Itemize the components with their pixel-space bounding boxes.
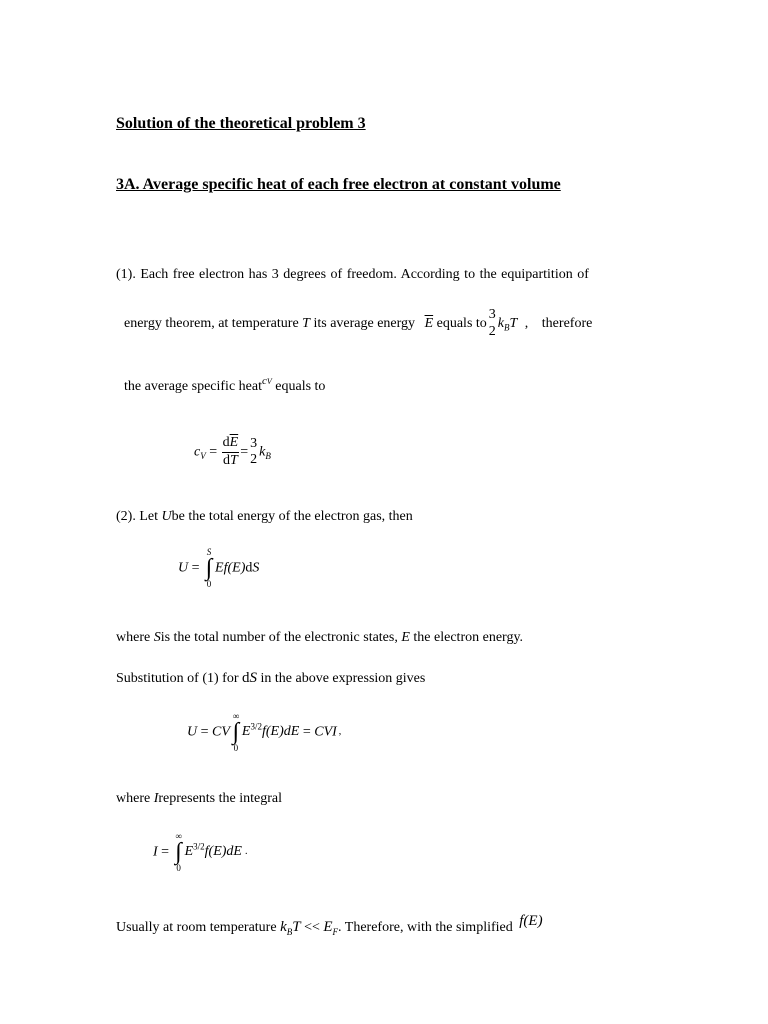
text: (E)	[227, 560, 246, 576]
var-k: k	[280, 919, 287, 935]
var-c: c	[261, 375, 267, 388]
denominator: 2	[250, 452, 258, 468]
text: therefore	[541, 315, 593, 331]
paragraph-6	[116, 913, 543, 937]
fraction-dE-dT	[222, 436, 240, 468]
var-S: S	[249, 670, 257, 686]
denominator	[222, 453, 240, 469]
equation-total-energy	[178, 548, 259, 589]
equals: =	[209, 444, 218, 460]
equation-I-integral	[153, 832, 247, 873]
text: . Therefore, with the simplified	[338, 920, 513, 935]
lower-limit: 0	[233, 742, 239, 753]
equals: =	[191, 560, 200, 576]
text: the electron energy.	[413, 630, 524, 645]
var-f: f	[519, 913, 524, 929]
d: d	[222, 435, 230, 450]
sub-V: V	[200, 451, 206, 462]
numerator: 3	[250, 435, 258, 451]
var-k: k	[259, 444, 266, 460]
sub-F: F	[332, 926, 339, 937]
integrand	[241, 721, 300, 740]
var-E-mean: $\overline{E}$	[424, 315, 434, 331]
text: Ef	[215, 560, 228, 576]
text: is the total number of the electronic states,	[160, 630, 398, 645]
d: d	[245, 560, 253, 576]
lower-limit: 0	[176, 862, 181, 873]
integral-sign: ∞ ∫ 0	[173, 832, 185, 873]
integral-sign: S ∫ 0	[203, 548, 215, 589]
var-CVI: CVI	[314, 724, 337, 740]
text: its average energy	[313, 315, 416, 331]
denominator: 2	[488, 323, 496, 339]
fraction-3-2	[488, 308, 497, 339]
var-U: U	[161, 509, 172, 524]
paragraph-1-line-2	[124, 308, 592, 339]
equation-U-integral	[187, 712, 341, 753]
sub-B: B	[286, 926, 293, 937]
integral-sign: ∞ ∫ 0	[230, 712, 242, 753]
document-title: Solution of the theoretical problem 3	[116, 115, 366, 132]
text: where	[116, 791, 151, 806]
text: (2). Let	[116, 509, 158, 524]
sub-B: B	[265, 451, 271, 462]
text: in the above expression gives	[260, 671, 426, 686]
var-T: T	[292, 919, 301, 935]
paragraph-2	[116, 510, 413, 524]
equals: =	[240, 444, 249, 460]
much-less-than: <<	[304, 920, 320, 935]
var-E: E	[184, 844, 194, 860]
text: be the total energy of the electron gas, then	[171, 509, 413, 524]
upper-limit: ∞	[232, 711, 240, 721]
numerator: 3	[488, 307, 496, 322]
text: the average specific heat	[124, 379, 262, 394]
exponent: 3/2	[193, 841, 205, 852]
var-E: E	[401, 630, 410, 645]
text: Substitution of (1) for	[116, 671, 239, 686]
text: f(E)dE	[204, 844, 242, 860]
var-E-mean: $\overline{E}$	[229, 435, 239, 450]
var-E: E	[323, 919, 333, 935]
text: equals to	[275, 379, 326, 394]
integrand	[215, 560, 259, 575]
section-heading: 3A. Average specific heat of each free electron at constant volume	[116, 176, 561, 193]
paragraph-5	[116, 792, 282, 806]
equals: =	[200, 724, 209, 740]
period: .	[244, 846, 248, 858]
paragraph-4	[116, 671, 425, 686]
var-U: U	[187, 724, 198, 740]
var-S: S	[252, 560, 260, 576]
arg-E: (E)	[523, 913, 543, 929]
var-T: T	[302, 315, 310, 331]
d: d	[242, 670, 250, 686]
paragraph-1-line-1: (1). Each free electron has 3 degrees of freedom. According to the equipartition of	[116, 267, 589, 282]
equals: =	[161, 844, 170, 860]
paragraph-3	[116, 631, 523, 645]
var-T: T	[509, 315, 518, 331]
text: energy theorem, at temperature	[124, 315, 299, 331]
text: Usually at room temperature	[116, 920, 277, 935]
lower-limit: 0	[206, 578, 212, 589]
var-CV: CV	[212, 724, 230, 740]
comma: ,	[338, 726, 342, 738]
text: equals to	[436, 315, 487, 331]
var-E: E	[241, 724, 251, 740]
var-S: S	[153, 630, 161, 645]
var-U: U	[178, 560, 189, 576]
paragraph-1-line-3	[124, 375, 326, 394]
var-kB: k	[497, 315, 504, 331]
var-I: I	[153, 791, 159, 806]
numerator	[222, 436, 240, 453]
equals: =	[302, 724, 311, 740]
upper-limit: ∞	[175, 831, 182, 841]
d: d	[223, 452, 230, 468]
upper-limit: S	[206, 547, 212, 557]
integrand	[184, 841, 242, 860]
comma: ,	[524, 315, 529, 331]
fraction-3-2	[249, 437, 258, 468]
text: where	[116, 630, 151, 645]
equation-specific-heat	[194, 436, 271, 468]
var-I: I	[153, 844, 158, 860]
var-T: T	[230, 452, 238, 468]
text: f(E)dE	[262, 724, 300, 740]
sub-B: B	[504, 322, 510, 333]
exponent: 3/2	[250, 721, 262, 732]
var-c: c	[194, 444, 201, 460]
sub-V: V	[266, 377, 272, 387]
text: represents the integral	[158, 791, 282, 806]
